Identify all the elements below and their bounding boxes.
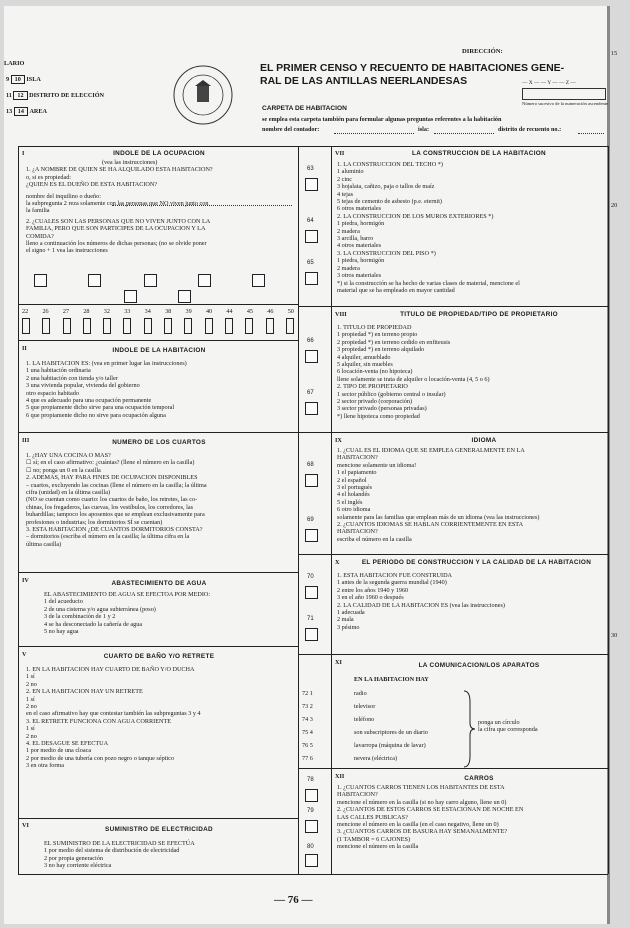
code-number: 65 (307, 260, 314, 266)
code-number: 69 (307, 517, 314, 523)
form-title: EL PRIMER CENSO Y RECUENTO DE HABITACIONES GENE- RAL DE LAS ANTILLAS NEERLANDESAS (260, 62, 565, 87)
brace-icon (460, 690, 476, 768)
section-number: XI (335, 659, 342, 666)
section-title-VIII: TITULO DE PROPIEDAD/TIPO DE PROPIETARIO (400, 311, 558, 318)
section-number: II (22, 345, 27, 352)
section-title-IV: ABASTECIMIENTO DE AGUA (111, 580, 207, 587)
section-IV-text: EL ABASTECIMIENTO DE AGUA SE EFECTOA POR MEDIO: 1 del acueducto 2 de una cisterna y/o agua subterránea (poso) 3 de la combinación de 1 y 2 4 se ha desconectado la cañería de agua 5 no hay agua (44, 591, 211, 636)
code-number: 66 (307, 338, 314, 344)
grid-line (298, 306, 608, 307)
section-number: IX (335, 437, 342, 444)
grid-line (18, 304, 298, 305)
section-number: VIII (335, 311, 347, 318)
code-number: 63 (307, 166, 314, 172)
code-number: 71 (307, 616, 314, 622)
isla-field[interactable] (434, 133, 494, 134)
section-XI-intro: EN LA HABITACION HAY (354, 676, 429, 683)
right-marks: — X — — Y — — Z — (522, 80, 576, 86)
answer-box[interactable] (305, 402, 318, 415)
grid-line (18, 146, 19, 874)
section-title-III: NUMERO DE LOS CUARTOS (112, 439, 206, 446)
grid-line (18, 340, 298, 341)
person-box[interactable] (252, 274, 265, 287)
grid-line (298, 432, 608, 433)
section-title-XI: LA COMUNICACION/LOS APARATOS (418, 662, 540, 669)
person-box[interactable] (178, 290, 191, 303)
answer-box[interactable] (305, 529, 318, 542)
direccion-label: DIRECCIÓN: (462, 48, 503, 55)
section-number: IV (22, 577, 29, 584)
section-number: VI (22, 822, 29, 829)
section-title-I: INDOLE DE LA OCUPACION (113, 150, 205, 157)
code-number: 70 (307, 574, 314, 580)
column-boxes (22, 318, 294, 334)
answer-box[interactable] (305, 628, 318, 641)
grid-line (18, 146, 608, 147)
code-number: 64 (307, 218, 314, 224)
section-III-text: 1. ¿HAY UNA COCINA O MAS? ☐ sí; en el caso afirmativo: ¿cuántas? (llene el número en la casilla) ☐ no; ponga un 0 en la casilla 2. ADEMAS, HAY PARA FINES DE OCUPACION DISPONIBLES – cuartos, excluyendo las cocinas (llene el número en la casilla; la última cifra (unidad) en la última casilla) (NO se cuentan como cuarto: los cuartos de baño, los retretes, las co- chinas, los fregaderos, las cuevas, los vestíbulos, los corredores, las buhardillas; tampoco los aposentos que se emplean exclusivamente para profesiones o industrias; los dormitorios SÍ se cuentan) 3. ESTA HABITACION ¿DE CUANTOS DORMITORIOS CONSTA? – dormitorios (escriba el número en la casilla; la última cifra en la última casilla) (26, 452, 207, 548)
section-I-text: (vea las instrucciones) 1. ¿A NOMBRE DE QUIEN SE HA ALQUILADO ESTA HABITACION? o, si es propiedad: ¿QUIEN ES EL DUEÑO DE ESTA HABITACION? nombre del inquilino o dueño: la subpregunta 2 reza solamente con las personas que NO viven junto con la familia 2. ¿CUALES SON LAS PERSONAS QUE NO VIVEN JUNTO CON LA FAMILIA, PERO QUE SON PARTICIPES DE LA OCUPACION Y LA COMIDA? lleno a continuación los números de dichas personas; (no se olvide poner el signo + 1 vea las instrucciones (26, 159, 213, 255)
grid-line (298, 554, 608, 555)
counter-name-label: nombre del contador: (262, 126, 320, 133)
section-II-text: 1. LA HABITACION ES: (vea en primer lugar las instrucciones) 1 una habitación ordinaria 2 una habitación con tienda y/o taller 3 una vivienda popular, vivienda del gobierno otro espacio habitado 4 que es adecuado para una ocupación permanente 5 que propiamente dicho sirve para una ocupación temporal 6 que propiamente dicho no sirve para ocupación alguna (26, 360, 187, 419)
section-title-II: INDOLE DE LA HABITACION (112, 347, 206, 354)
carpeta-note: se emplea esta carpeta también para formular algunas preguntas referentes a la habitación (262, 116, 502, 123)
official-seal (172, 64, 234, 126)
section-number: X (335, 559, 340, 566)
grid-line (298, 768, 608, 769)
section-V-text: 1. EN LA HABITACION HAY CUARTO DE BAÑO Y/O DUCHA 1 sí 2 no 2. EN LA HABITACION HAY UN RETRETE 1 sí 2 no en el caso afirmativo hay que contestar también las subpreguntas 3 y 4 3. EL RETRETE FUNCIONA CON AGUA CORRIENTE 1 sí 2 no 4. EL DESAGUE SE EFECTUA 1 por medio de una cloaca 2 por medio de una tubería con pozo negro o tanque séptico 3 en otra forma (26, 666, 201, 770)
section-number: XII (335, 773, 345, 780)
column-numbers: 22 26 27 28 32 33 34 38 39 40 44 45 46 50 (22, 308, 294, 315)
brace-note: ponga un círculo la cifra que corresponda (478, 719, 538, 734)
person-box[interactable] (198, 274, 211, 287)
sequence-number-box[interactable] (522, 88, 606, 100)
answer-box[interactable] (305, 272, 318, 285)
code-number: 68 (307, 462, 314, 468)
grid-line (18, 646, 298, 647)
section-IX-text: 1. ¿CUAL ES EL IDIOMA QUE SE EMPLEA GENERALMENTE EN LA HABITACION? mencione solamente un idioma! 1 el papiamento 2 el español 3 el portugués 4 el holandés 5 el inglés 6 otro idioma solamente para las familias que emplean más de un idioma (vea las instrucciones) 2. ¿CUANTOS IDIOMAS SE HABLAN CORRIENTEMENTE EN ESTA HABITACION? escriba el número en la casilla (337, 447, 540, 543)
code-number: 80 (307, 844, 314, 850)
page-number: — 76 — (274, 894, 313, 906)
owner-name-field[interactable] (112, 205, 292, 206)
district-field[interactable] (578, 133, 604, 134)
appliance-list: 72 1 radio 73 2 televisor 74 3 teléfono 75 4 son subscriptores de un diario 76 5 lavarropa (máquina de lavar) 77 6 nevera (eléctrica) (302, 690, 428, 762)
person-box[interactable] (34, 274, 47, 287)
section-title-V: CUARTO DE BAÑO Y/O RETRETE (103, 653, 215, 660)
answer-box[interactable] (305, 230, 318, 243)
code-number: 78 (307, 777, 314, 783)
person-box[interactable] (124, 290, 137, 303)
section-number: I (22, 150, 25, 157)
grid-line (18, 572, 298, 573)
margin-num: 30 (611, 632, 618, 639)
grid-line (18, 874, 608, 875)
grid-line (298, 146, 299, 874)
section-VII-text: 1. LA CONSTRUCCION DEL TECHO *) 1 aluminio 2 cinc 3 hojalata, cañizo, paja o tallos de maíz 4 tejas 5 tejas de cemento de asbesto (p.e. eternit) 6 otros materiales 2. LA CONSTRUCCION DE LOS MUROS EXTERIORES *) 1 piedra, hormigón 2 madera 3 arcilla, barro 4 otros materiales 3. LA CONSTRUCCION DEL PISO *) 1 piedra, hormigón 2 madera 3 otros materiales *) si la construcción se ha hecho de varias clases de material, mencione el material que se ha empleado en mayor cantidad (337, 161, 520, 294)
answer-box[interactable] (305, 854, 318, 867)
person-box[interactable] (144, 274, 157, 287)
census-form-page (4, 6, 618, 924)
isla-label: isla: (418, 126, 430, 133)
top-left-label: LARIO (4, 60, 25, 67)
district-label: distrito de recuento no.: (498, 126, 562, 133)
section-XII-text: 1. ¿CUANTOS CARROS TIENEN LOS HABITANTES DE ESTA HABITACION? mencione el número en la casilla (si no hay carro alguno, llene un 0) 2. ¿CUANTOS DE ESTOS CARROS SE ESTACIONAN DE NOCHE EN LAS CALLES PUBLICAS? mencione el número en la casilla (en el caso negativo, llene un 0) 3. ¿CUANTOS CARROS DE BASURA HAY SEMANALMENTE? (1 TAMBOR = 6 CAJONES) mencione el número en la casilla (337, 784, 524, 851)
section-number: V (22, 651, 27, 658)
grid-line (298, 654, 608, 655)
answer-box[interactable] (305, 350, 318, 363)
grid-line (608, 146, 609, 874)
answer-box[interactable] (305, 789, 318, 802)
margin-num: 20 (611, 202, 618, 209)
section-title-VI: SUMINISTRO DE ELECTRICIDAD (105, 826, 213, 833)
sequence-note: Número sucesivo de la numeración ascendente (522, 101, 609, 106)
section-VI-text: EL SUMINISTRO DE LA ELECTRICIDAD SE EFECTÚA 1 por medio del sistema de distribución de electricidad 2 por propia generación 3 no hay corriente eléctrica (44, 840, 195, 870)
section-number: III (22, 437, 30, 444)
answer-box[interactable] (305, 586, 318, 599)
code-number: 67 (307, 390, 314, 396)
section-title-X: EL PERIODO DE CONSTRUCCION Y LA CALIDAD DE LA HABITACION (361, 559, 592, 566)
grid-line (18, 818, 298, 819)
grid-line (18, 432, 298, 433)
header-left-codes: 9 10 ISLA 11 12 DISTRITO DE ELECCIÓN 13 14 AREA (6, 76, 104, 115)
margin-num: 15 (611, 50, 618, 57)
section-title-VII: LA CONSTRUCCION DE LA HABITACION (412, 150, 546, 157)
answer-box[interactable] (305, 178, 318, 191)
section-VIII-text: 1. TITULO DE PROPIEDAD 1 propiedad *) en terreno propio 2 propiedad *) en terreno cedido en enfiteusis 3 propiedad *) en terreno alquilado 4 alquiler, amueblado 5 alquiler, sin muebles 6 locación-venta (no hipoteca) llene solamente se trata de alquiler o locación-venta (4, 5 o 6) 2. TIPO DE PROPIETARIO 1 sector público (gobierno central o insular) 2 sector privado (corporación) 3 sector privado (personas privadas) *) llene hipoteca como propiedad (337, 324, 490, 420)
carpeta-label: CARPETA DE HABITACION (262, 105, 347, 112)
counter-name-field[interactable] (334, 133, 414, 134)
section-number: VII (335, 150, 345, 157)
section-X-text: 1. ESTA HABITACION FUE CONSTRUIDA 1 antes de la segunda guerra mundial (1940) 2 entre los años 1940 y 1960 3 en el año 1960 o después 2. LA CALIDAD DE LA HABITACION ES (vea las instrucciones) 1 adecuada 2 mala 3 pésimo (337, 572, 505, 631)
answer-box[interactable] (305, 820, 318, 833)
person-box[interactable] (88, 274, 101, 287)
answer-box[interactable] (305, 474, 318, 487)
section-title-IX: IDIOMA (471, 437, 497, 444)
code-number: 79 (307, 808, 314, 814)
section-title-XII: CARROS (464, 775, 494, 782)
